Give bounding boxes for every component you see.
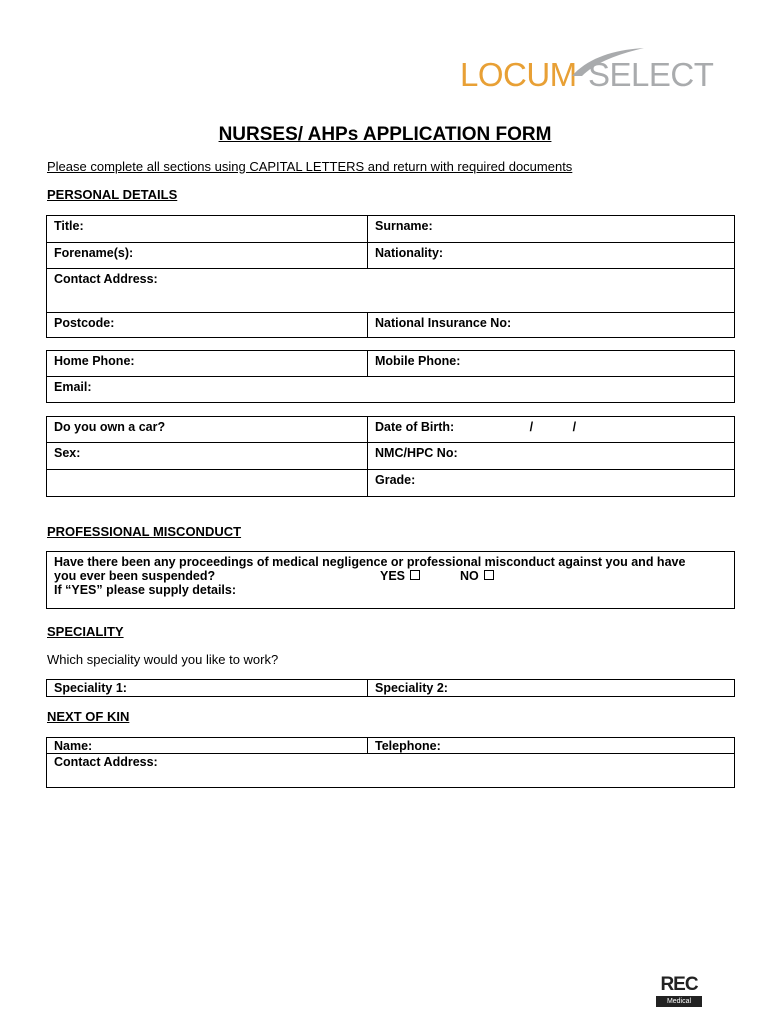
kin-name-field[interactable]: Name: xyxy=(47,738,368,754)
misconduct-table xyxy=(46,551,735,609)
surname-field[interactable]: Surname: xyxy=(368,216,735,243)
next-of-kin-table xyxy=(46,737,735,788)
postcode-field[interactable]: Postcode: xyxy=(47,313,368,338)
yes-label: YES xyxy=(380,569,406,583)
yes-checkbox[interactable] xyxy=(410,570,420,580)
no-option[interactable] xyxy=(460,569,494,583)
speciality-2-field[interactable]: Speciality 2: xyxy=(368,680,735,697)
misconduct-details-field[interactable]: If “YES” please supply details: xyxy=(54,583,237,597)
speciality-question: Which speciality would you like to work? xyxy=(47,652,279,667)
speciality-table xyxy=(46,679,735,697)
section-heading-misconduct: PROFESSIONAL MISCONDUCT xyxy=(47,524,242,539)
section-heading-personal: PERSONAL DETAILS xyxy=(47,187,178,202)
own-car-field[interactable]: Do you own a car? xyxy=(47,417,368,443)
mobile-phone-field[interactable]: Mobile Phone: xyxy=(368,351,735,377)
dob-label: Date of Birth: xyxy=(375,420,455,434)
national-insurance-field[interactable]: National Insurance No: xyxy=(368,313,735,338)
no-label: NO xyxy=(460,569,479,583)
dob-separator: / xyxy=(529,420,534,434)
personal-details-table xyxy=(46,215,735,338)
sex-field[interactable]: Sex: xyxy=(47,443,368,470)
misconduct-question-line1: Have there been any proceedings of medical negligence or professional misconduct against you and have xyxy=(54,555,686,569)
kin-telephone-field[interactable]: Telephone: xyxy=(368,738,735,754)
misconduct-question xyxy=(47,552,735,609)
nmc-hpc-field[interactable]: NMC/HPC No: xyxy=(368,443,735,470)
logo-text-locum: LOCUM xyxy=(460,56,577,93)
section-heading-speciality: SPECIALITY xyxy=(47,624,124,639)
contact-address-field[interactable]: Contact Address: xyxy=(47,269,735,313)
empty-cell xyxy=(47,470,368,497)
forenames-field[interactable]: Forename(s): xyxy=(47,243,368,269)
grade-field[interactable]: Grade: xyxy=(368,470,735,497)
dob-separator: / xyxy=(572,420,577,434)
additional-details-table xyxy=(46,416,735,497)
home-phone-field[interactable]: Home Phone: xyxy=(47,351,368,377)
yes-option[interactable] xyxy=(380,569,420,583)
rec-logo-mark: REC xyxy=(660,974,698,995)
contact-table xyxy=(46,350,735,403)
rec-logo-sub: Medical xyxy=(656,996,702,1007)
misconduct-question-line2: you ever been suspended? xyxy=(54,569,216,583)
form-title: NURSES/ AHPs APPLICATION FORM xyxy=(218,124,552,145)
title-field[interactable]: Title: xyxy=(47,216,368,243)
rec-medical-logo xyxy=(656,974,702,1007)
form-instructions: Please complete all sections using CAPITAL LETTERS and return with required documents xyxy=(47,159,573,174)
section-heading-next-of-kin: NEXT OF KIN xyxy=(47,709,130,724)
no-checkbox[interactable] xyxy=(484,570,494,580)
logo-text-select: SELECT xyxy=(588,56,714,93)
speciality-1-field[interactable]: Speciality 1: xyxy=(47,680,368,697)
date-of-birth-field[interactable] xyxy=(368,417,735,443)
email-field[interactable]: Email: xyxy=(47,377,735,403)
nationality-field[interactable]: Nationality: xyxy=(368,243,735,269)
kin-contact-address-field[interactable]: Contact Address: xyxy=(47,754,735,788)
locum-select-logo xyxy=(460,48,730,100)
